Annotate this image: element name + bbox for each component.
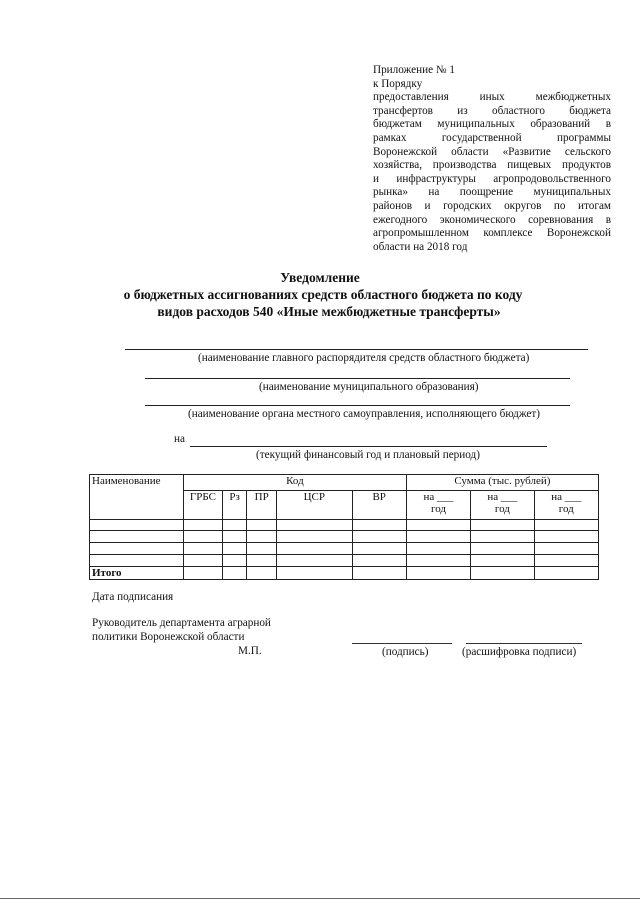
budget-table (89, 474, 599, 580)
header-grbs: ГРБС (184, 491, 223, 520)
table-row[interactable] (90, 531, 599, 543)
appendix-line: области на 2018 год (373, 240, 468, 253)
header-pr: ПР (247, 491, 277, 520)
header-sum: Сумма (тыс. рублей) (406, 475, 598, 491)
header-csr: ЦСР (277, 491, 353, 520)
appendix-block (373, 64, 611, 254)
organ-caption: (наименование органа местного самоуправления, исполняющего бюджет) (188, 408, 541, 420)
municipality-input-line[interactable] (145, 378, 570, 379)
total-row (90, 567, 599, 580)
appendix-line: и инфраструктуры агропродовольственного (373, 172, 611, 185)
sign-date-label: Дата подписания (92, 591, 174, 603)
header-year-1 (406, 491, 470, 520)
document-subtitle: видов расходов 540 «Иные межбюджетные трансферты» (157, 304, 501, 319)
head-title-line2: политики Воронежской области (92, 631, 245, 643)
appendix-line: агропромышленном комплексе Воронежской (373, 227, 611, 240)
table-row[interactable] (90, 543, 599, 555)
grbs-input-line[interactable] (125, 349, 588, 350)
total-label: Итого (90, 567, 184, 580)
decoding-caption: (расшифровка подписи) (462, 646, 577, 658)
period-caption: (текущий финансовый год и плановый период) (256, 449, 480, 461)
appendix-line: ежегодного экономического соревнования в (373, 213, 611, 226)
table-row[interactable] (90, 555, 599, 567)
signature-line[interactable] (352, 643, 452, 644)
appendix-line: Воронежской области «Развитие сельского (373, 145, 611, 158)
header-rz: Рз (222, 491, 247, 520)
appendix-line: хозяйства, производства пищевых продуктов (373, 159, 611, 172)
appendix-line: трансфертов из областного бюджета (373, 104, 611, 117)
appendix-line: бюджетам муниципальных образований в (373, 118, 611, 131)
grbs-caption: (наименование главного распорядителя средств областного бюджета) (198, 352, 530, 364)
appendix-line: рынка» на поощрение муниципальных (373, 186, 611, 199)
organ-input-line[interactable] (145, 405, 570, 406)
year-label: год (558, 503, 574, 515)
header-code: Код (184, 475, 407, 491)
document-subtitle: о бюджетных ассигнованиях средств областного бюджета по коду (123, 287, 523, 302)
table-row[interactable] (90, 520, 599, 531)
period-input-line[interactable] (190, 446, 547, 447)
period-prefix: на (174, 433, 185, 445)
page-bottom-edge (0, 898, 640, 899)
header-year-2 (471, 491, 534, 520)
header-year-3 (534, 491, 598, 520)
appendix-line: к Порядку (373, 77, 423, 90)
year-label: год (494, 503, 510, 515)
year-blank: на ___ (423, 491, 454, 503)
stamp-label: М.П. (238, 645, 262, 657)
document-title: Уведомление (280, 270, 360, 285)
year-blank: на ___ (551, 491, 582, 503)
appendix-line: рамках государственной программы (373, 131, 611, 144)
municipality-caption: (наименование муниципального образования) (259, 381, 479, 393)
signature-caption: (подпись) (382, 646, 429, 658)
head-title-line1: Руководитель департамента аграрной (92, 617, 271, 629)
decoding-line[interactable] (466, 643, 582, 644)
appendix-line: районов и городских округов по итогам (373, 199, 611, 212)
header-name: Наименование (90, 475, 184, 520)
header-vr: ВР (352, 491, 406, 520)
year-label: год (430, 503, 446, 515)
appendix-line: предоставления иных межбюджетных (373, 91, 611, 104)
year-blank: на ___ (487, 491, 518, 503)
appendix-line: Приложение № 1 (373, 64, 455, 76)
